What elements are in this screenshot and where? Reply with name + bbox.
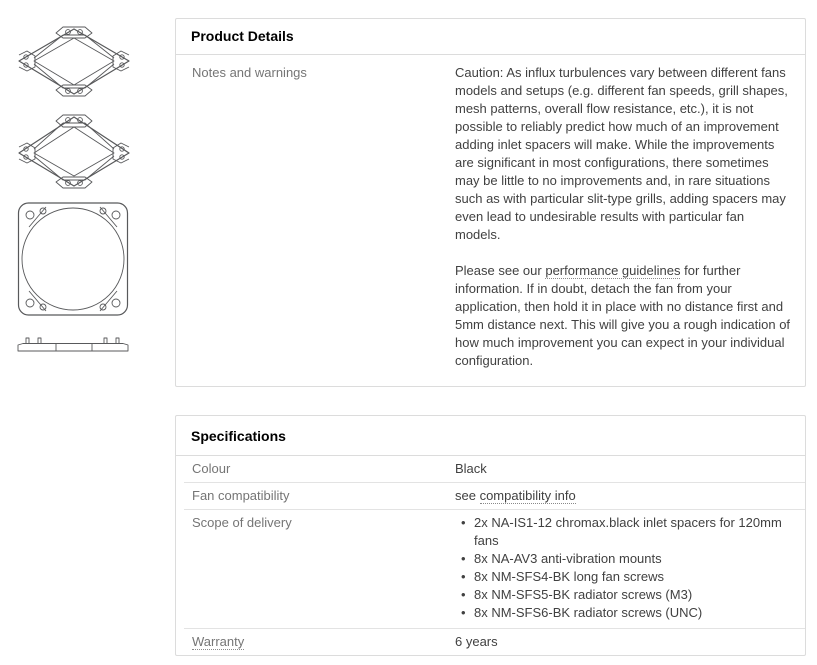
compatibility-info-link[interactable]: compatibility info [479, 488, 576, 503]
performance-guidelines-link[interactable]: performance guidelines [545, 263, 681, 278]
spacer-isometric-drawing-2 [15, 112, 133, 190]
fan-compatibility-text-before: see [455, 488, 480, 503]
warranty-value: 6 years [455, 634, 498, 649]
delivery-item: • 2x NA-IS1-12 chromax.black inlet spacers for 120mm fans [461, 514, 791, 550]
product-details-title: Product Details [176, 19, 805, 55]
colour-label: Colour [192, 461, 231, 476]
spacer-front-drawing [16, 199, 130, 319]
delivery-item: • 8x NM-SFS4-BK long fan screws [461, 568, 791, 586]
scope-of-delivery-value [455, 510, 805, 628]
specifications-title: Specifications [176, 416, 805, 456]
warranty-tooltip-label[interactable]: Warranty [192, 634, 245, 649]
scope-of-delivery-label: Scope of delivery [192, 515, 292, 530]
notes-and-warnings-value [455, 55, 805, 386]
product-thumbnail-iso-1[interactable] [15, 25, 133, 98]
fan-compatibility-row [184, 482, 805, 509]
caution-paragraph: Caution: As influx turbulences vary between different fans models and setups (e.g. different fan speeds, grill shapes, mesh patterns, overall flow resistance, etc.), it is not possible to reliably predict how much of an improvement adding inlet spacers will make. While the improvements are significant in most configurations, there sometimes may be little to no improvements and, in rare situations such as with particular slit-type grills, adding spacers may even lead to undesirable results with particular fan models. [455, 65, 788, 242]
guidelines-text-after: for further information. If in doubt, detach the fan from your application, then hold it in place with no distance first and 5mm distance next. This will give you a rough indication of how much improvement you can expect in your individual configuration. [455, 263, 791, 368]
product-thumbnail-side[interactable] [16, 330, 130, 354]
delivery-item: • 8x NM-SFS6-BK radiator screws (UNC) [461, 604, 791, 622]
colour-row [184, 456, 805, 482]
product-thumbnail-iso-2[interactable] [15, 112, 133, 190]
warranty-label-cell [184, 629, 455, 655]
product-thumbnail-front[interactable] [16, 199, 130, 319]
scope-of-delivery-row [184, 509, 805, 628]
spacer-side-drawing [16, 330, 130, 354]
spacer-isometric-drawing-1 [15, 25, 133, 98]
notes-and-warnings-label: Notes and warnings [192, 65, 307, 80]
delivery-item: • 8x NM-SFS5-BK radiator screws (M3) [461, 586, 791, 604]
fan-compatibility-value [455, 483, 805, 509]
guidelines-text-before: Please see our [455, 263, 546, 278]
notes-and-warnings-row [184, 55, 805, 386]
guidelines-paragraph [455, 262, 791, 370]
delivery-item: • 8x NA-AV3 anti-vibration mounts [461, 550, 791, 568]
colour-value: Black [455, 461, 487, 476]
fan-compatibility-label: Fan compatibility [192, 488, 290, 503]
product-details-panel [175, 18, 806, 387]
specifications-panel [175, 415, 806, 656]
warranty-row [184, 628, 805, 655]
delivery-list [455, 514, 791, 622]
